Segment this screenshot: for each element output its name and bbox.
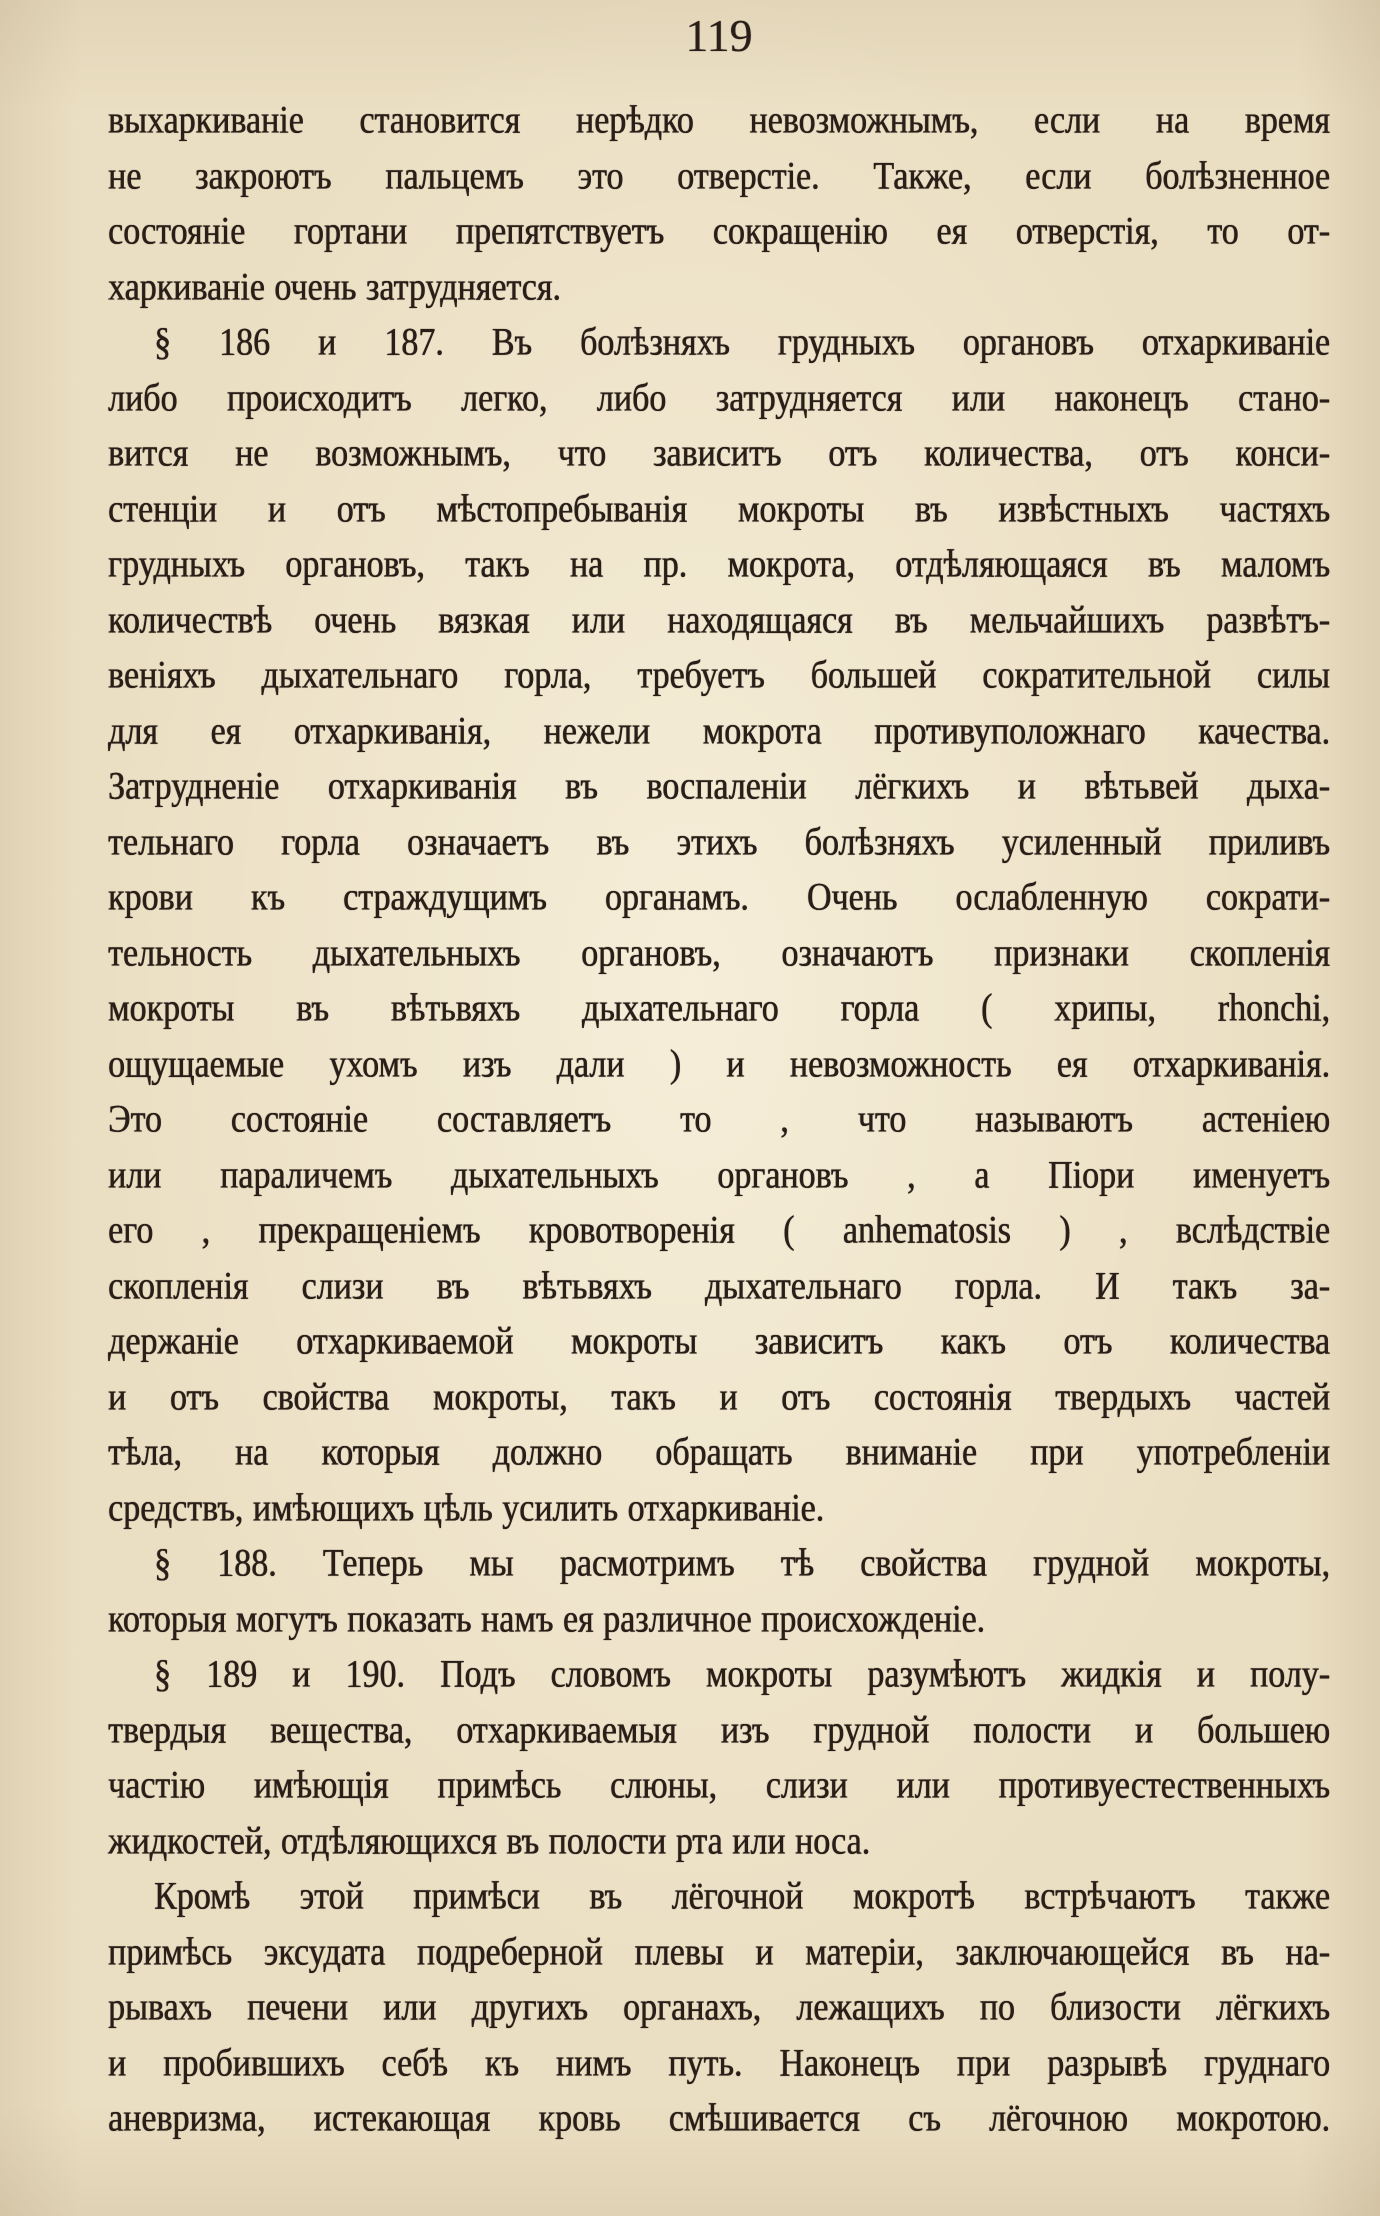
text-line: примѣсь эксудата подреберной плевы и матерiи, заключающейся въ на- <box>108 1930 1330 1974</box>
text-line: тѣла, на которыя должно обращать вниманiе при употребленiи <box>108 1431 1330 1474</box>
text-line: ощущаемые ухомъ изъ дали ) и невозможность ея отхаркиванiя. <box>108 1042 1330 1086</box>
text-line: скопленiя слизи въ вѣтьвяхъ дыхательнаго горла. И такъ за- <box>108 1264 1330 1308</box>
text-line: или параличемъ дыхательныхъ органовъ , а Пiори именуетъ <box>108 1153 1330 1197</box>
text-line: вится не возможнымъ, что зависитъ отъ количества, отъ конси- <box>108 432 1330 475</box>
section-heading-line: § 189 и 190. Подъ словомъ мокроты разумѣютъ жидкiя и полу- <box>154 1653 1330 1696</box>
section-heading-line: § 186 и 187. Въ болѣзняхъ грудныхъ органовъ отхаркиванiе <box>154 321 1330 364</box>
text-line: либо происходитъ легко, либо затрудняется или наконецъ стано- <box>108 376 1330 420</box>
text-line: Это состоянiе составляетъ то , что называютъ астенiею <box>108 1098 1330 1141</box>
text-line: для ея отхаркиванiя, нежели мокрота противуположнаго качества. <box>108 709 1330 753</box>
text-line: держанiе отхаркиваемой мокроты зависитъ какъ отъ количества <box>108 1320 1330 1363</box>
text-line: и пробившихъ себѣ къ нимъ путь. Наконецъ при разрывѣ груднаго <box>108 2041 1330 2085</box>
text-line: твердыя вещества, отхаркиваемыя изъ грудной полости и большею <box>108 1708 1330 1752</box>
section-heading-line: § 188. Теперь мы расмотримъ тѣ свойства грудной мокроты, <box>154 1542 1330 1585</box>
text-line: Затрудненiе отхаркиванiя въ воспаленiи лёгкихъ и вѣтьвей дыха- <box>108 765 1330 808</box>
text-line: мокроты въ вѣтьвяхъ дыхательнаго горла ( хрипы, rhonchi, <box>108 987 1330 1030</box>
text-line: аневризма, истекающая кровь смѣшивается съ лёгочною мокротою. <box>108 2097 1330 2140</box>
text-line: состоянiе гортани препятствуетъ сокращенiю ея отверстiя, то от- <box>108 210 1330 253</box>
paragraph-start-line: Кромѣ этой примѣси въ лёгочной мокротѣ встрѣчаютъ также <box>154 1875 1330 1918</box>
text-line: которыя могутъ показать намъ ея различное происхожденiе. <box>108 1597 986 1641</box>
text-line: венiяхъ дыхательнаго горла, требуетъ большей сократительной силы <box>108 654 1330 697</box>
text-line: тельность дыхательныхъ органовъ, означаютъ признаки скопленiя <box>108 931 1330 975</box>
text-line: рывахъ печени или другихъ органахъ, лежащихъ по близости лёгкихъ <box>108 1986 1330 2029</box>
text-line: частiю имѣющiя примѣсь слюны, слизи или противуестественныхъ <box>108 1764 1330 1807</box>
text-line: грудныхъ органовъ, такъ на пр. мокрота, отдѣляющаяся въ маломъ <box>108 543 1330 586</box>
text-line: не закроютъ пальцемъ это отверстiе. Также, если болѣзненное <box>108 154 1330 198</box>
text-line: количествѣ очень вязкая или находящаяся въ мельчайшихъ развѣтъ- <box>108 598 1330 642</box>
text-line: выхаркиванiе становится нерѣдко невозможнымъ, если на время <box>108 99 1330 142</box>
text-line: жидкостей, отдѣляющихся въ полости рта или носа. <box>108 1819 871 1863</box>
text-line: средствъ, имѣющихъ цѣль усилить отхаркиванiе. <box>108 1486 825 1530</box>
text-line: его , прекращенiемъ кровотворенiя ( anhematosis ) , вслѣдствiе <box>108 1209 1330 1252</box>
page-number: 119 <box>685 10 753 61</box>
page-text <box>108 93 1330 2147</box>
text-line: тельнаго горла означаетъ въ этихъ болѣзняхъ усиленный приливъ <box>108 820 1330 864</box>
text-line: стенцiи и отъ мѣстопребыванiя мокроты въ извѣстныхъ частяхъ <box>108 487 1330 531</box>
text-line: крови къ страждущимъ органамъ. Очень ослабленную сократи- <box>108 876 1330 919</box>
text-line: и отъ свойства мокроты, такъ и отъ состоянiя твердыхъ частей <box>108 1375 1330 1419</box>
text-line: харкиванiе очень затрудняется. <box>108 265 561 309</box>
